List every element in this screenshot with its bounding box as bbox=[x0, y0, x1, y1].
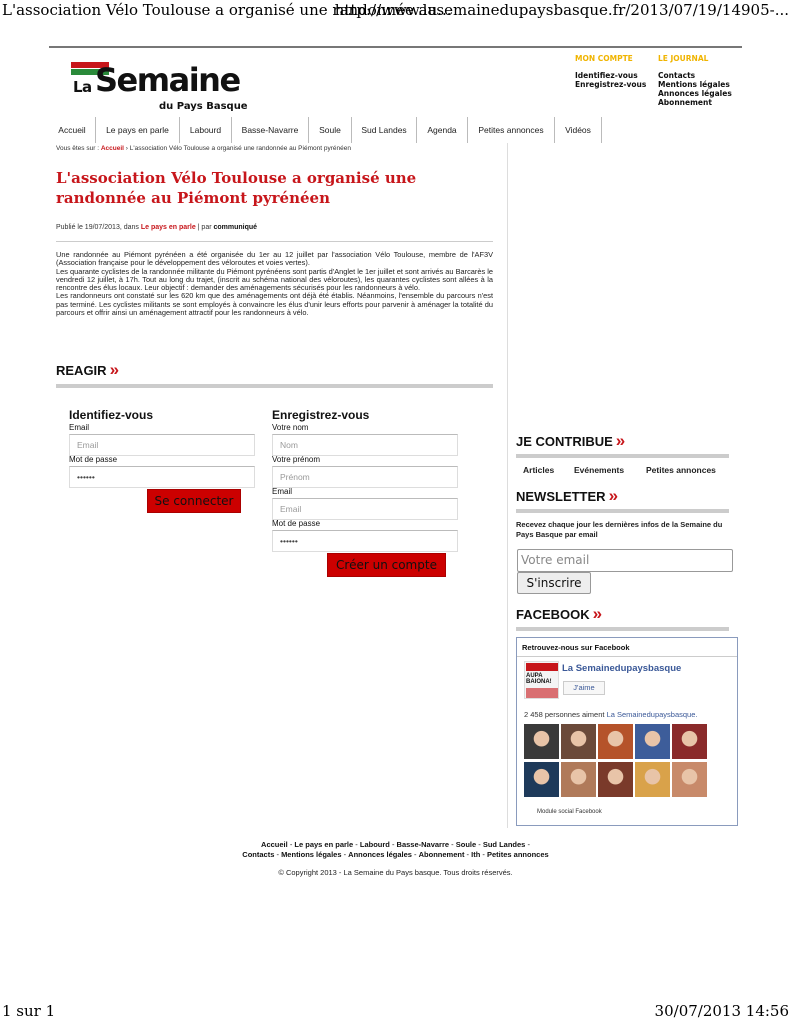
facebook-page-thumbnail[interactable]: AUPA BAIONA! bbox=[524, 661, 559, 699]
print-header bbox=[0, 0, 791, 22]
facebook-fan-avatar[interactable] bbox=[524, 762, 559, 797]
breadcrumb-separator: › bbox=[125, 145, 128, 152]
facebook-heading bbox=[516, 604, 602, 624]
newsletter-heading-text: NEWSLETTER bbox=[516, 489, 606, 504]
nav-item-labourd[interactable]: Labourd bbox=[180, 117, 232, 143]
login-email-input[interactable]: Email bbox=[69, 434, 255, 456]
print-page-number: 1 sur 1 bbox=[2, 1002, 56, 1020]
page bbox=[49, 46, 742, 886]
logo-name: Semaine bbox=[95, 61, 240, 99]
footer-link[interactable]: Labourd bbox=[359, 840, 390, 849]
create-account-button[interactable]: Créer un compte bbox=[327, 553, 446, 577]
contacts-link[interactable]: Contacts bbox=[658, 71, 696, 80]
byline-author: communiqué bbox=[213, 224, 258, 231]
register-name-input[interactable]: Nom bbox=[272, 434, 458, 456]
breadcrumb bbox=[56, 145, 351, 152]
copyright: © Copyright 2013 - La Semaine du Pays basque. Tous droits réservés. bbox=[278, 868, 513, 877]
facebook-fan-avatar[interactable] bbox=[561, 762, 596, 797]
legal-ads-link[interactable]: Annonces légales bbox=[658, 89, 732, 98]
nav-item-agenda[interactable]: Agenda bbox=[417, 117, 468, 143]
nav-item-pays-en-parle[interactable]: Le pays en parle bbox=[96, 117, 180, 143]
byline-category-link[interactable]: Le pays en parle bbox=[140, 224, 196, 231]
footer-link[interactable]: Abonnement bbox=[418, 850, 465, 859]
facebook-like-count-text: 2 458 personnes aiment bbox=[524, 710, 605, 719]
login-link[interactable]: Identifiez-vous bbox=[575, 71, 638, 80]
register-link[interactable]: Enregistrez-vous bbox=[575, 80, 647, 89]
logo-la: La bbox=[73, 78, 92, 96]
facebook-like-button[interactable]: J'aime bbox=[563, 681, 605, 695]
tab-articles[interactable]: Articles bbox=[523, 465, 555, 475]
newsletter-text: Recevez chaque jour les dernières infos de la Semaine du Pays Basque par email bbox=[516, 520, 723, 539]
register-email-label: Email bbox=[272, 487, 293, 496]
register-email-input[interactable]: Email bbox=[272, 498, 458, 520]
tab-evenements[interactable]: Evénements bbox=[574, 465, 625, 475]
top-divider bbox=[49, 46, 742, 48]
tab-petites-annonces[interactable]: Petites annonces bbox=[646, 465, 716, 475]
register-password-label: Mot de passe bbox=[272, 519, 321, 528]
article-body bbox=[56, 251, 493, 317]
footer-link[interactable]: Sud Landes bbox=[482, 840, 526, 849]
article-title: L'association Vélo Toulouse a organisé une randonnée au Piémont pyrénéen bbox=[56, 169, 417, 207]
register-password-input[interactable]: •••••• bbox=[272, 530, 458, 552]
reagir-bar bbox=[56, 384, 493, 388]
footer-link[interactable]: Le pays en parle bbox=[294, 840, 354, 849]
account-links bbox=[575, 54, 646, 89]
facebook-fan-avatar[interactable] bbox=[524, 724, 559, 759]
nav-item-basse-navarre[interactable]: Basse-Navarre bbox=[232, 117, 309, 143]
facebook-fan-avatar[interactable] bbox=[672, 724, 707, 759]
double-chevron-icon: » bbox=[109, 360, 120, 379]
facebook-widget bbox=[516, 637, 738, 826]
journal-heading: LE JOURNAL bbox=[658, 54, 709, 63]
register-heading: Enregistrez-vous bbox=[272, 408, 370, 422]
facebook-like-count-page[interactable]: La Semainedupaysbasque. bbox=[606, 710, 698, 719]
facebook-page-link[interactable]: La Semainedupaysbasque bbox=[562, 663, 682, 674]
footer-link[interactable]: Ith bbox=[471, 850, 481, 859]
contribute-heading-text: JE CONTRIBUE bbox=[516, 434, 613, 449]
newsletter-bar bbox=[516, 509, 729, 513]
nav-item-soule[interactable]: Soule bbox=[309, 117, 352, 143]
footer-links bbox=[49, 840, 742, 860]
footer-link[interactable]: Basse-Navarre bbox=[396, 840, 450, 849]
article-byline bbox=[56, 224, 257, 231]
register-firstname-input[interactable]: Prénom bbox=[272, 466, 458, 488]
newsletter-subscribe-button[interactable]: S'inscrire bbox=[517, 572, 591, 594]
double-chevron-icon: » bbox=[592, 604, 603, 623]
login-password-input[interactable]: •••••• bbox=[69, 466, 255, 488]
facebook-widget-footer: Module social Facebook bbox=[537, 809, 602, 815]
nav-item-accueil[interactable]: Accueil bbox=[49, 117, 96, 143]
byline-separator: | par bbox=[197, 224, 212, 231]
byline-divider bbox=[56, 241, 493, 242]
login-password-label: Mot de passe bbox=[69, 455, 118, 464]
facebook-like-count bbox=[524, 710, 697, 719]
facebook-fan-avatar[interactable] bbox=[561, 724, 596, 759]
login-email-label: Email bbox=[69, 423, 90, 432]
footer-line-1: Accueil - Le pays en parle - Labourd - Basse-Navarre - Soule - Sud Landes - bbox=[261, 840, 530, 849]
logo-subtitle: du Pays Basque bbox=[159, 101, 248, 112]
facebook-fan-avatar[interactable] bbox=[635, 724, 670, 759]
article-paragraph: Une randonnée au Piémont pyrénéen a été organisée du 1er au 12 juillet par l'association Vélo Toulouse, membre de l'AF3V (Association française pour le développement des véloroutes et voies vertes). bbox=[56, 250, 493, 268]
legal-notice-link[interactable]: Mentions légales bbox=[658, 80, 730, 89]
sidebar-divider bbox=[507, 143, 508, 828]
breadcrumb-current: L'association Vélo Toulouse a organisé une randonnée au Piémont pyrénéen bbox=[129, 145, 351, 152]
footer-link[interactable]: Mentions légales bbox=[281, 850, 342, 859]
newsletter-email-input[interactable]: Votre email bbox=[517, 549, 733, 572]
register-form bbox=[272, 408, 472, 578]
footer-link[interactable]: Annonces légales bbox=[348, 850, 412, 859]
facebook-bar bbox=[516, 627, 729, 631]
facebook-fan-avatar[interactable] bbox=[598, 724, 633, 759]
facebook-heading-text: FACEBOOK bbox=[516, 607, 590, 622]
subscription-link[interactable]: Abonnement bbox=[658, 98, 712, 107]
facebook-widget-title: Retrouvez-nous sur Facebook bbox=[522, 643, 630, 652]
facebook-widget-divider bbox=[517, 656, 737, 657]
footer-link[interactable]: Accueil bbox=[261, 840, 288, 849]
reagir-heading bbox=[56, 360, 119, 380]
nav-item-sud-landes[interactable]: Sud Landes bbox=[352, 117, 417, 143]
print-page-title: L'association Vélo Toulouse a organisé une randonnée au... bbox=[2, 1, 452, 19]
breadcrumb-home-link[interactable]: Accueil bbox=[100, 145, 124, 152]
newsletter-heading bbox=[516, 486, 618, 506]
site-logo[interactable] bbox=[71, 58, 248, 112]
print-footer bbox=[0, 1002, 791, 1022]
article-paragraph: Les quarante cyclistes de la randonnée militante du Piémont pyrénéens sont partis d'Anglet le 1er juillet et sont arrivés au Barcarès le vendredi 12 juillet, à 17h. Tout au long du trajet, (inscrit au schéma national des véloroutes), les quarantes cyclistes sont allées à la rencontre des élus locaux. Leur objectif : demander des aménagements sécurisés pour les randonneurs à vélo. bbox=[56, 266, 493, 293]
facebook-fan-avatar[interactable] bbox=[672, 762, 707, 797]
print-datetime: 30/07/2013 14:56 bbox=[654, 1002, 789, 1020]
contribute-bar bbox=[516, 454, 729, 458]
footer-link[interactable]: Contacts bbox=[242, 850, 275, 859]
reagir-heading-text: REAGIR bbox=[56, 363, 107, 378]
facebook-fan-avatar[interactable] bbox=[635, 762, 670, 797]
nav-item-videos[interactable]: Vidéos bbox=[555, 117, 602, 143]
footer-link[interactable]: Soule bbox=[455, 840, 477, 849]
nav-item-petites-annonces[interactable]: Petites annonces bbox=[468, 117, 555, 143]
facebook-fan-avatar[interactable] bbox=[598, 762, 633, 797]
login-form bbox=[69, 408, 269, 518]
journal-links bbox=[658, 54, 732, 107]
facebook-fan-faces bbox=[524, 724, 709, 798]
footer-line-2: Contacts - Mentions légales - Annonces légales - Abonnement - Ith - Petites annonces bbox=[242, 850, 549, 859]
register-firstname-label: Votre prénom bbox=[272, 455, 321, 464]
contribute-heading bbox=[516, 431, 625, 451]
breadcrumb-prefix: Vous êtes sur : bbox=[56, 145, 99, 152]
account-heading: MON COMPTE bbox=[575, 54, 633, 63]
login-button[interactable]: Se connecter bbox=[147, 489, 241, 513]
double-chevron-icon: » bbox=[608, 486, 619, 505]
print-url: http://www.lasemainedupaysbasque.fr/2013/07/19/14905-... bbox=[334, 1, 789, 19]
double-chevron-icon: » bbox=[615, 431, 626, 450]
register-name-label: Votre nom bbox=[272, 423, 309, 432]
article-paragraph: Les randonneurs ont constaté sur les 620 km que des aménagements ont déjà été établis. Néanmoins, l'ensemble du parcours n'est pas terminé. Les cyclistes militants se sont employés à convaincre les élus d'unir leurs efforts pour parvenir à aménager la totalité du parcours et offrir ainsi un aménagement attractif pour les randonneurs à vélo. bbox=[56, 291, 493, 318]
footer-link[interactable]: Petites annonces bbox=[486, 850, 549, 859]
login-heading: Identifiez-vous bbox=[69, 408, 154, 422]
byline-date: Publié le 19/07/2013, dans bbox=[56, 224, 139, 231]
main-nav bbox=[49, 117, 609, 143]
